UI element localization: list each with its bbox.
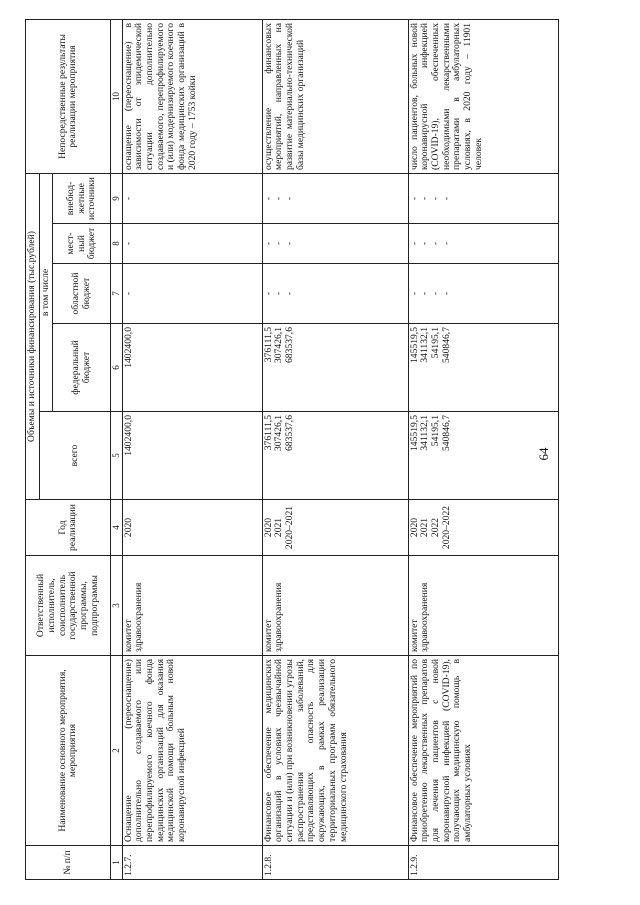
federal-value: 145519,5 — [408, 327, 420, 363]
years — [122, 500, 262, 556]
extra-value: - — [419, 196, 431, 201]
federal-value: 54195,1 — [430, 327, 442, 359]
header-including: в том числе — [39, 173, 53, 411]
regional-value: - — [284, 291, 296, 296]
total-value: 341132,1 — [419, 415, 431, 451]
local-values — [122, 224, 262, 264]
header-results: Непосредственные результаты реализации мероприятия — [26, 19, 111, 173]
total-value: 540846,7 — [440, 415, 452, 451]
regional-values — [262, 264, 408, 324]
row-number: 1.2.9. — [408, 846, 558, 880]
extra-value: - — [430, 196, 442, 201]
local-value: - — [273, 241, 285, 246]
header-regional: областной бюджет — [53, 264, 111, 324]
col-number: 3 — [111, 556, 122, 656]
column-number-row — [111, 19, 122, 879]
header-num: № п/п — [26, 846, 111, 880]
measure-name: Финансовое обеспечение мероприятий по приобретению лекарственных препаратов для лечения пациентов с новой коронавирусной инфекцией (COVID-19), получающих медицинскую помощь в амбулаторных условиях — [408, 656, 558, 846]
responsible: комитет здравоохранения — [262, 556, 408, 656]
extra-values — [262, 173, 408, 223]
header-federal: федеральный бюджет — [53, 324, 111, 412]
header-responsible: Ответственный исполнитель, соисполнитель государственной программы, подпрограммы — [26, 556, 111, 656]
year-value: 2020 — [262, 517, 274, 538]
federal-value: 683537,6 — [284, 327, 296, 363]
local-value: - — [262, 241, 274, 246]
responsible: комитет здравоохранения — [122, 556, 262, 656]
year-value: 2020 — [122, 517, 134, 538]
year-value: 2020 — [408, 517, 420, 538]
federal-value: 1402400,0 — [122, 327, 134, 368]
year-value: 2021 — [419, 517, 431, 538]
local-value: - — [284, 241, 296, 246]
funding-table — [25, 19, 559, 880]
federal-value: 307426,1 — [273, 327, 285, 363]
local-value: - — [408, 241, 420, 246]
extra-value: - — [122, 196, 134, 201]
header-name: Наименование основного мероприятия, мероприятия — [26, 656, 111, 846]
extra-values — [408, 173, 558, 223]
regional-value: - — [440, 291, 452, 296]
regional-value: - — [273, 291, 285, 296]
federal-value: 540846,7 — [440, 327, 452, 363]
regional-values — [408, 264, 558, 324]
col-number: 1 — [111, 846, 122, 880]
extra-value: - — [262, 196, 274, 201]
federal-values — [408, 324, 558, 412]
responsible: комитет здравоохранения — [408, 556, 558, 656]
col-number: 7 — [111, 264, 122, 324]
header-local: мест-ный бюджет — [53, 224, 111, 264]
funding-table-container — [25, 20, 615, 880]
row-number: 1.2.8. — [262, 846, 408, 880]
total-value: 145519,5 — [408, 415, 420, 451]
federal-value: 376111,5 — [262, 327, 274, 363]
page-number: 64 — [536, 447, 551, 461]
header-extrabudget: внебюд-жетные источники — [53, 173, 111, 223]
extra-value: - — [284, 196, 296, 201]
local-values — [408, 224, 558, 264]
col-number: 8 — [111, 224, 122, 264]
regional-value: - — [262, 291, 274, 296]
regional-values — [122, 264, 262, 324]
measure-name: Оснащение (переоснащение) дополнительно создаваемого или перепрофилируемого коечного фонда медицинских организаций для оказания медицинской помощи больным новой коронавирусной инфекцией — [122, 656, 262, 846]
total-values — [408, 412, 558, 500]
header-total: всего — [39, 412, 111, 500]
col-number: 5 — [111, 412, 122, 500]
header-funding: Объемы и источники финансирования (тыс.рублей) — [26, 173, 40, 499]
year-value: 2020–2022 — [440, 505, 452, 550]
federal-values — [122, 324, 262, 412]
year-value: 2021 — [273, 517, 285, 538]
local-value: - — [419, 241, 431, 246]
total-values — [122, 412, 262, 500]
regional-value: - — [122, 291, 134, 296]
total-value: 1402400,0 — [122, 415, 134, 456]
total-value: 54195,1 — [430, 415, 442, 447]
table-row — [408, 19, 558, 879]
regional-value: - — [408, 291, 420, 296]
federal-value: 341132,1 — [419, 327, 431, 363]
year-value: 2020–2021 — [284, 505, 296, 550]
regional-value: - — [419, 291, 431, 296]
row-number: 1.2.7. — [122, 846, 262, 880]
years — [408, 500, 558, 556]
local-value: - — [430, 241, 442, 246]
total-values — [262, 412, 408, 500]
years — [262, 500, 408, 556]
extra-value: - — [273, 196, 285, 201]
year-value: 2022 — [430, 517, 442, 538]
header-year: Год реализации — [26, 500, 111, 556]
local-values — [262, 224, 408, 264]
table-row — [262, 19, 408, 879]
col-number: 9 — [111, 173, 122, 223]
result: число пациентов, больных новой коронавирусной инфекцией (COVID-19), обеспеченных необходимыми лекарственными препаратами в амбулаторных условиях, в 2020 году – 11901 человек — [408, 19, 558, 173]
result: оснащение (переоснащение) в зависимости от эпидемической ситуации дополнительно создаваемого, перепрофилируемого и (или) модернизируемого коечного фонда медицинских организаций в 2020 году – 1753 койки — [122, 19, 262, 173]
extra-value: - — [440, 196, 452, 201]
total-value: 307426,1 — [273, 415, 285, 451]
col-number: 4 — [111, 500, 122, 556]
col-number: 10 — [111, 19, 122, 173]
col-number: 6 — [111, 324, 122, 412]
total-value: 683537,6 — [284, 415, 296, 451]
col-number: 2 — [111, 656, 122, 846]
extra-values — [122, 173, 262, 223]
extra-value: - — [408, 196, 420, 201]
table-row — [122, 19, 262, 879]
total-value: 376111,5 — [262, 415, 274, 451]
result: осуществление финансовых мероприятий, направленных на развитие материально-технической базы медицинских организаций — [262, 19, 408, 173]
federal-values — [262, 324, 408, 412]
regional-value: - — [430, 291, 442, 296]
measure-name: Финансовое обеспечение медицинских организаций в условиях чрезвычайной ситуации и (или) при возникновении угрозы распространения заболеваний, представляющих опасность для окружающих, в рамках реализации территориальных программ обязательного медицинского страхования — [262, 656, 408, 846]
local-value: - — [122, 241, 134, 246]
local-value: - — [440, 241, 452, 246]
